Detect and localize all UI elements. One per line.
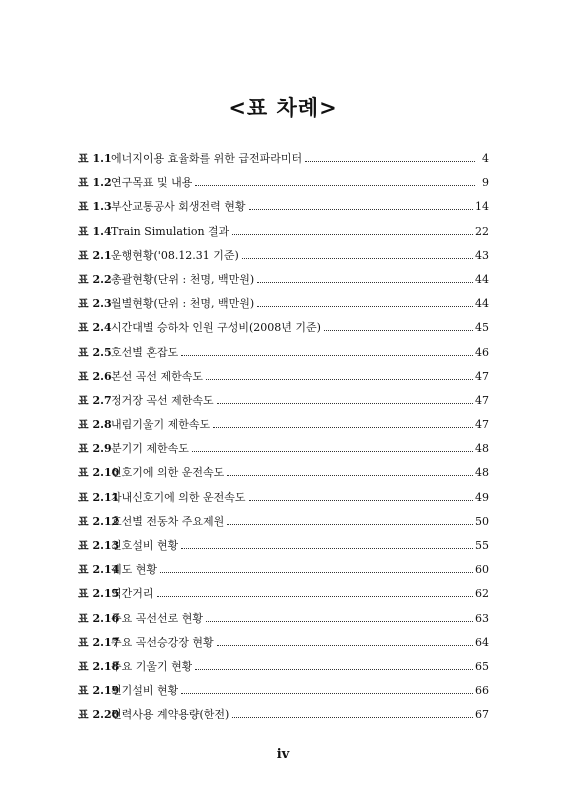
toc-leader-dots (227, 475, 473, 476)
toc-entry-label: 표 2.18 (78, 659, 120, 673)
toc-leader-dots (257, 306, 473, 307)
toc-entry (78, 271, 489, 295)
toc-entry-label: 표 2.6 (78, 369, 112, 383)
toc-leader-dots (192, 451, 473, 452)
page-title: <표 차례> (228, 95, 338, 120)
toc-entry-label: 표 2.16 (78, 611, 120, 625)
toc-entry-label: 표 2.1 (78, 248, 112, 262)
toc-entry (78, 319, 489, 343)
toc-entry (78, 223, 489, 247)
toc-entry-label: 표 2.11 (78, 490, 120, 504)
toc-entry-page: 44 (475, 272, 489, 286)
toc-entry (78, 658, 489, 682)
table-of-contents (78, 150, 489, 731)
toc-entry-label: 표 2.5 (78, 345, 112, 359)
toc-entry-page: 64 (475, 635, 489, 649)
toc-entry-page: 22 (475, 224, 489, 238)
toc-entry-page: 47 (475, 393, 489, 407)
toc-leader-dots (206, 379, 473, 380)
toc-entry-label: 표 2.13 (78, 539, 120, 552)
toc-entry-label: 표 2.2 (78, 272, 112, 286)
toc-entry-page: 48 (475, 442, 489, 456)
toc-leader-dots (232, 717, 473, 718)
toc-entry (78, 537, 489, 561)
toc-entry (78, 706, 489, 730)
toc-entry-page: 65 (475, 659, 489, 673)
toc-leader-dots (181, 548, 473, 549)
toc-entry-title: 역간거리 (111, 587, 154, 601)
toc-leader-dots (195, 669, 473, 670)
toc-entry-page: 14 (475, 200, 489, 214)
toc-leader-dots (324, 330, 473, 331)
toc-entry-title: 본선 곡선 제한속도 (111, 369, 204, 383)
toc-entry-page: 44 (475, 297, 489, 311)
toc-entry-title: 주요 곡선선로 현황 (111, 611, 204, 625)
toc-entry-page: 48 (475, 466, 489, 480)
toc-entry-title: 연구목표 및 내용 (111, 176, 193, 190)
toc-entry-label: 표 2.12 (78, 514, 120, 528)
toc-leader-dots (195, 185, 475, 186)
toc-entry-title: 주요 기울기 현황 (111, 659, 193, 673)
toc-entry-title: 전력사용 계약용량(한전) (111, 708, 230, 722)
toc-entry-label: 표 1.3 (78, 200, 112, 214)
toc-entry-label: 표 2.20 (78, 708, 120, 722)
toc-entry-label: 표 2.9 (78, 442, 112, 456)
toc-entry (78, 416, 489, 440)
toc-entry-label: 표 2.14 (78, 563, 120, 577)
toc-entry-title: 분기기 제한속도 (111, 442, 189, 456)
toc-entry-page: 49 (475, 490, 489, 504)
toc-entry (78, 368, 489, 392)
toc-entry-page: 60 (475, 563, 489, 577)
toc-entry-page: 47 (475, 369, 489, 383)
toc-entry-title: 호선별 전동차 주요제원 (111, 514, 225, 528)
toc-entry-label: 표 2.17 (78, 635, 120, 649)
toc-leader-dots (213, 427, 473, 428)
toc-entry-page: 46 (475, 345, 489, 359)
toc-entry (78, 392, 489, 416)
toc-entry-page: 66 (475, 684, 489, 698)
toc-entry (78, 174, 489, 198)
toc-entry-page: 43 (475, 248, 489, 262)
toc-leader-dots (232, 234, 473, 235)
toc-leader-dots (305, 161, 475, 162)
toc-entry-title: 호선별 혼잡도 (111, 345, 179, 359)
toc-entry-title: 내림기울기 제한속도 (111, 418, 211, 432)
toc-entry-title: 주요 곡선승강장 현황 (111, 635, 214, 649)
toc-entry-title: 차내신호기에 의한 운전속도 (111, 490, 246, 504)
toc-entry-title: 부산교통공사 회생전력 현황 (111, 200, 246, 214)
toc-entry-page: 62 (475, 587, 489, 601)
toc-leader-dots (157, 596, 473, 597)
toc-entry (78, 295, 489, 319)
toc-entry (78, 610, 489, 634)
toc-entry (78, 344, 489, 368)
toc-entry (78, 198, 489, 222)
toc-leader-dots (242, 258, 473, 259)
toc-leader-dots (249, 500, 473, 501)
toc-entry-page: 9 (482, 176, 489, 190)
toc-entry (78, 464, 489, 488)
toc-entry-label: 표 1.2 (78, 176, 112, 190)
toc-entry-title: 총괄현황(단위 : 천명, 백만원) (111, 272, 255, 286)
toc-entry-label: 표 2.8 (78, 418, 112, 432)
toc-entry (78, 247, 489, 271)
toc-entry-label: 표 1.4 (78, 224, 112, 238)
toc-entry-label: 표 2.3 (78, 297, 112, 311)
toc-entry (78, 489, 489, 513)
toc-entry (78, 682, 489, 706)
toc-entry-page: 63 (475, 611, 489, 625)
toc-entry-label: 표 2.15 (78, 587, 120, 601)
toc-entry (78, 513, 489, 537)
toc-entry-page: 50 (475, 514, 489, 528)
toc-entry (78, 585, 489, 609)
toc-entry (78, 634, 489, 658)
toc-entry-label: 표 2.4 (78, 321, 112, 335)
toc-entry-title: Train Simulation 결과 (111, 224, 230, 238)
toc-entry-label: 표 2.19 (78, 684, 120, 698)
toc-entry-label: 표 2.7 (78, 393, 112, 407)
toc-leader-dots (181, 693, 473, 694)
toc-entry-title: 운행현황('08.12.31 기준) (111, 248, 239, 262)
toc-entry-title: 신호설비 현황 (111, 539, 179, 552)
toc-entry-page: 47 (475, 418, 489, 432)
toc-entry-title: 궤도 현황 (111, 563, 158, 577)
toc-entry-page: 4 (482, 152, 489, 165)
toc-leader-dots (160, 572, 473, 573)
toc-leader-dots (217, 403, 473, 404)
toc-entry-page: 67 (475, 708, 489, 722)
toc-entry (78, 440, 489, 464)
page-number: iv (276, 747, 290, 762)
toc-entry-title: 정거장 곡선 제한속도 (111, 393, 214, 407)
toc-entry-title: 신호기에 의한 운전속도 (111, 466, 225, 480)
toc-entry-title: 월별현황(단위 : 천명, 백만원) (111, 297, 255, 311)
toc-leader-dots (217, 645, 473, 646)
toc-leader-dots (257, 282, 473, 283)
toc-leader-dots (206, 621, 473, 622)
toc-leader-dots (249, 209, 473, 210)
toc-leader-dots (181, 355, 473, 356)
toc-entry-label: 표 1.1 (78, 152, 112, 165)
toc-entry-label: 표 2.10 (78, 466, 120, 480)
toc-entry-title: 전기설비 현황 (111, 684, 179, 698)
toc-entry-title: 시간대별 승하차 인원 구성비(2008년 기준) (111, 321, 321, 335)
toc-entry-title: 에너지이용 효율화를 위한 급전파라미터 (111, 152, 303, 165)
toc-entry (78, 561, 489, 585)
toc-entry (78, 150, 489, 174)
toc-entry-page: 55 (475, 539, 489, 552)
toc-entry-page: 45 (475, 321, 489, 335)
toc-leader-dots (227, 524, 473, 525)
